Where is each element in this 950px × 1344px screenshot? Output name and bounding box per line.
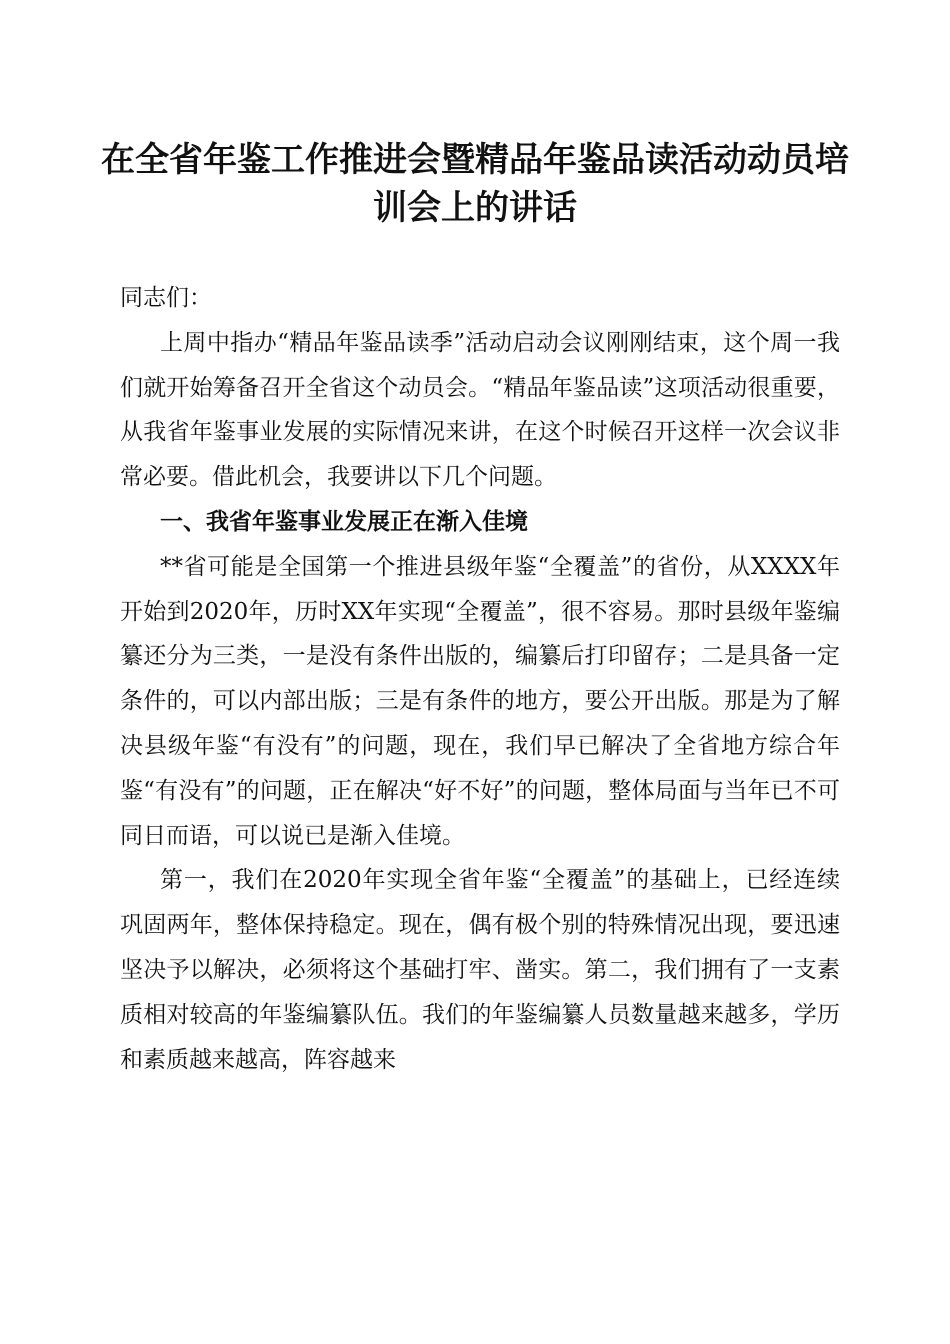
- document-body: [120, 276, 840, 1082]
- document-title: 在全省年鉴工作推进会暨精品年鉴品读活动动员培训会上的讲话: [101, 140, 849, 228]
- paragraph-section-2: 第一，我们在2020年实现全省年鉴“全覆盖”的基础上，已经连续巩固两年，整体保持稳定。现在，偶有极个别的特殊情况出现，要迅速坚决予以解决，必须将这个基础打牢、凿实。第二，我们拥有了一支素质相对较高的年鉴编纂队伍。我们的年鉴编纂人员数量越来越多，学历和素质越来越高，阵容越来: [120, 867, 840, 1073]
- salutation: 同志们：: [120, 285, 212, 311]
- paragraph-intro: 上周中指办“精品年鉴品读季”活动启动会议刚刚结束，这个周一我们就开始筹备召开全省这个动员会。“精品年鉴品读”这项活动很重要，从我省年鉴事业发展的实际情况来讲，在这个时候召开这样一次会议非常必要。借此机会，我要讲以下几个问题。: [120, 329, 840, 491]
- section-heading-1: 一、我省年鉴事业发展正在渐入佳境: [160, 508, 528, 535]
- paragraph-section-1: **省可能是全国第一个推进县级年鉴“全覆盖”的省份，从XXXX年开始到2020年，历时XX年实现“全覆盖”，很不容易。那时县级年鉴编纂还分为三类，一是没有条件出版的，编纂后打印留存；二是具备一定条件的，可以内部出版；三是有条件的地方，要公开出版。那是为了解决县级年鉴“有没有”的问题，现在，我们早已解决了全省地方综合年鉴“有没有”的问题，正在解决“好不好”的问题，整体局面与当年已不可同日而语，可以说已是渐入佳境。: [120, 553, 840, 849]
